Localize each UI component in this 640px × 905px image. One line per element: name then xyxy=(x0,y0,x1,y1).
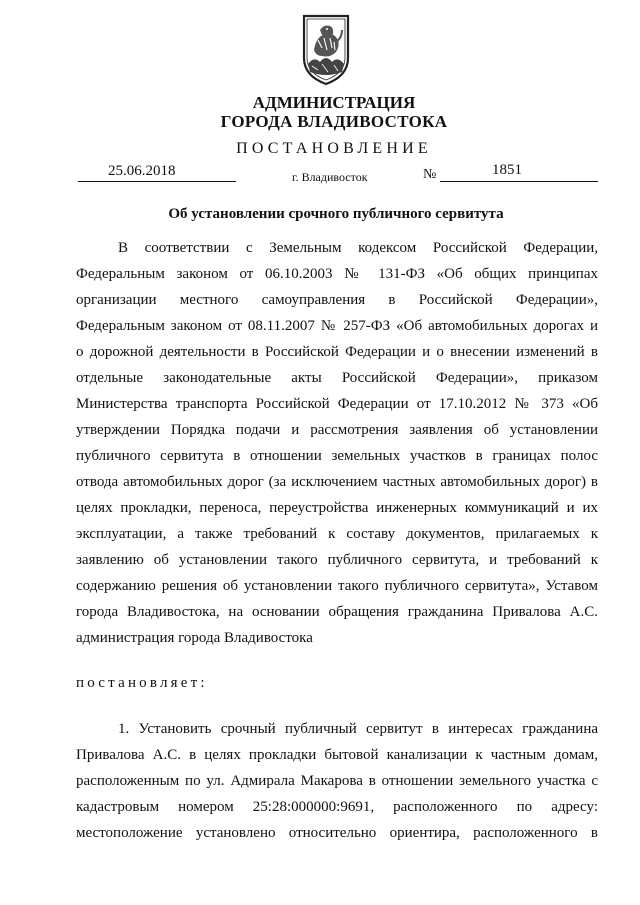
item1-line: расположенным по ул. Адмирала Макарова в отношении земельного участка с xyxy=(76,773,598,789)
preamble-line: целях прокладки, переноса, переустройства инженерных коммуникаций и их xyxy=(76,500,598,516)
item1-line: местоположение установлено относительно ориентира, расположенного в xyxy=(76,825,598,841)
org-name-line2: ГОРОДА ВЛАДИВОСТОКА xyxy=(220,112,448,131)
preamble-line: отвода автомобильных дорог (за исключением частных автомобильных дорог) в xyxy=(76,474,598,490)
preamble-line: Министерства транспорта Российской Федерации от 17.10.2012 № 373 «Об xyxy=(76,396,598,412)
preamble-line: администрация города Владивостока xyxy=(76,630,313,646)
document-subject: Об установлении срочного публичного сервитута xyxy=(168,206,504,222)
document-type-title: ПОСТАНОВЛЕНИЕ xyxy=(236,140,432,157)
preamble-line: Федеральным законом от 08.11.2007 № 257-ФЗ «Об автомобильных дорогах и xyxy=(76,318,598,334)
preamble-line: публичного сервитута в отношении земельных участков в границах полос xyxy=(76,448,598,464)
preamble-line: отдельные законодательные акты Российской Федерации», приказом xyxy=(76,370,598,386)
document-date: 25.06.2018 xyxy=(108,163,176,179)
item1-line: 1. Установить срочный публичный сервитут в интересах гражданина xyxy=(118,721,598,737)
item1-line: Привалова А.С. в целях прокладки бытовой канализации к частным домам, xyxy=(76,747,598,763)
document-number: 1851 xyxy=(492,162,522,178)
preamble-line: утверждении Порядка подачи и рассмотрения заявления об установлении xyxy=(76,422,598,438)
date-underline xyxy=(78,181,236,182)
coat-of-arms-emblem xyxy=(300,12,352,86)
preamble-line: Федеральным законом от 06.10.2003 № 131-ФЗ «Об общих принципах xyxy=(76,266,598,282)
preamble-line: заявлению об установлении такого публичного сервитута, и требований к xyxy=(76,552,598,568)
preamble-line: города Владивостока, на основании обращения гражданина Привалова А.С. xyxy=(76,604,598,620)
item1-line: кадастровым номером 25:28:000000:9691, расположенного по адресу: xyxy=(76,799,598,815)
preamble-line: эксплуатации, а также требований к составу документов, прилагаемых к xyxy=(76,526,598,542)
number-sign: № xyxy=(423,167,437,182)
preamble-line: В соответствии с Земельным кодексом Российской Федерации, xyxy=(118,240,598,256)
document-city: г. Владивосток xyxy=(292,170,368,184)
preamble-line: организации местного самоуправления в Российской Федерации», xyxy=(76,292,598,308)
number-underline xyxy=(440,181,598,182)
decree-word: постановляет: xyxy=(76,675,208,691)
preamble-line: содержанию решения об установлении такого публичного сервитута», Уставом xyxy=(76,578,598,594)
org-name-line1: АДМИНИСТРАЦИЯ xyxy=(252,93,416,112)
preamble-line: о дорожной деятельности в Российской Федерации и о внесении изменений в xyxy=(76,344,598,360)
